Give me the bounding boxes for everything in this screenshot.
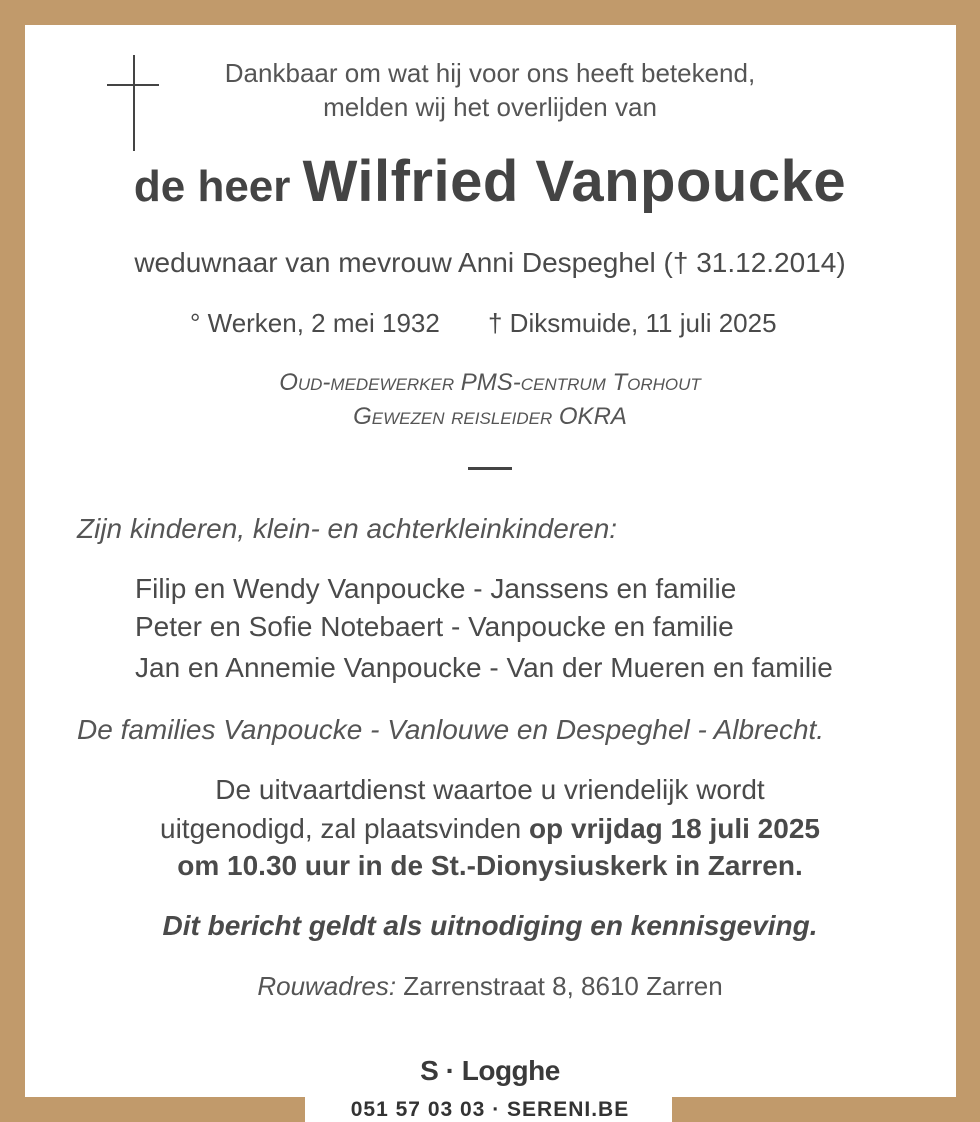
service-line-2 <box>0 813 980 845</box>
address-value: Zarrenstraat 8, 8610 Zarren <box>396 971 723 1001</box>
service-line-2-text: uitgenodigd, zal plaatsvinden <box>160 813 529 844</box>
family-heading: Zijn kinderen, klein- en achterkleinkinderen: <box>77 513 618 544</box>
family-member: Peter en Sofie Notebaert - Vanpoucke en familie <box>135 611 734 642</box>
intro-line-1: Dankbaar om wat hij voor ons heeft betekend, <box>224 58 756 88</box>
divider <box>468 467 512 470</box>
birth-info: ° Werken, 2 mei 1932 <box>190 308 440 338</box>
service-line-1: De uitvaartdienst waartoe u vriendelijk wordt <box>215 774 765 805</box>
role-line-2: Gewezen reisleider OKRA <box>353 403 627 430</box>
service-date: op vrijdag 18 juli 2025 <box>528 813 820 844</box>
family-member: Jan en Annemie Vanpoucke - Van der Mueren en familie <box>135 652 833 683</box>
role-line-1: Oud-medewerker PMS-centrum Torhout <box>279 369 701 396</box>
funeral-home-logo: S · Logghe <box>420 1055 560 1086</box>
deceased-name: Wilfried Vanpoucke <box>302 149 847 214</box>
notice-text: Dit bericht geldt als uitnodiging en kennisgeving. <box>162 910 818 941</box>
death-info: † Diksmuide, 11 juli 2025 <box>488 308 777 338</box>
deceased-name-line <box>0 148 980 215</box>
extended-families: De families Vanpoucke - Vanlouwe en Despeghel - Albrecht. <box>77 714 825 745</box>
intro-line-2: melden wij het overlijden van <box>323 92 657 122</box>
mourning-address <box>0 971 980 1002</box>
funeral-home-contact: 051 57 03 03 · SERENI.BE <box>350 1098 630 1121</box>
spouse-line: weduwnaar van mevrouw Anni Despeghel († 31.12.2014) <box>134 247 846 278</box>
name-prefix: de heer <box>133 162 291 211</box>
service-line-3: om 10.30 uur in de St.-Dionysiuskerk in Zarren. <box>177 850 803 881</box>
family-member: Filip en Wendy Vanpoucke - Janssens en familie <box>135 573 737 604</box>
address-label: Rouwadres: <box>257 971 397 1001</box>
